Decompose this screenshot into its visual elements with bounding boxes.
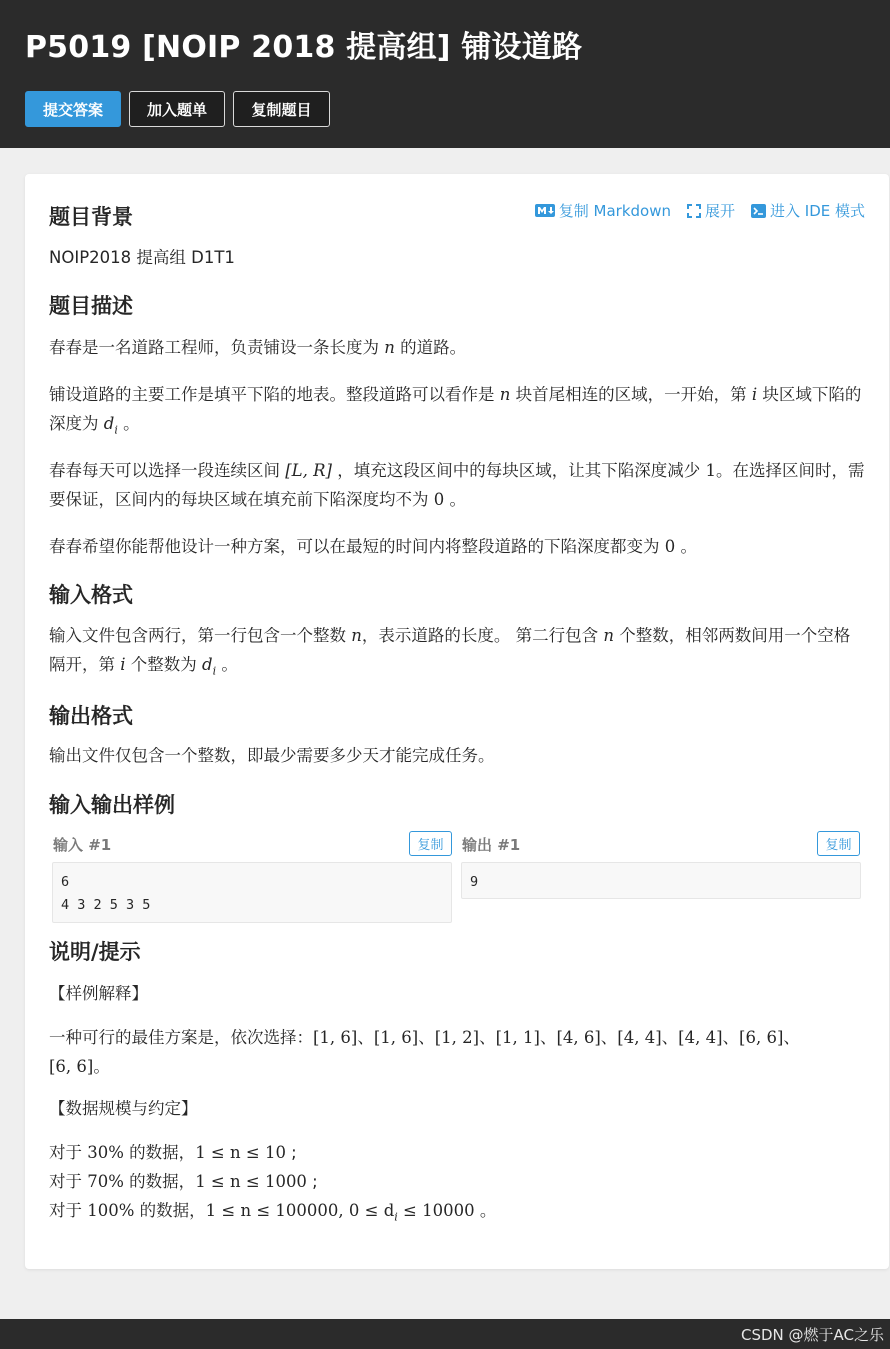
submit-answer-button[interactable]: 提交答案 (25, 91, 121, 127)
data-scale-title: 【数据规模与约定】 (49, 1099, 198, 1118)
output-format-text: 输出文件仅包含一个整数，即最少需要多少天才能完成任务。 (49, 746, 495, 765)
description-paragraph-2: 铺设道路的主要工作是填平下陷的地表。整段道路可以看作是 n 块首尾相连的区域，一开始，第 i 块区域下陷的深度为 $d_i$ 。 (49, 385, 862, 437)
terminal-icon (751, 204, 766, 218)
problem-card (25, 174, 889, 1269)
section-heading-input-format: 输入格式 (49, 583, 133, 607)
expand-link[interactable] (687, 200, 735, 221)
description-paragraph-1: 春春是一名道路工程师，负责铺设一条长度为 n 的道路。 (49, 338, 467, 357)
input-format-text: 输入文件包含两行，第一行包含一个整数 n，表示道路的长度。 第二行包含 n 个整数，相邻两数间用一个空格隔开，第 i 个整数为 $d_i$ 。 (49, 626, 851, 678)
page-footer (0, 1319, 890, 1349)
watermark: CSDN @燃于AC之乐 (740, 1326, 884, 1344)
expand-icon (687, 204, 701, 218)
section-heading-output-format: 输出格式 (49, 704, 133, 728)
copy-markdown-link[interactable] (535, 200, 671, 221)
sample-input-label: 输入 #1 (53, 836, 112, 854)
copy-output-button[interactable]: 复制 (817, 831, 860, 856)
background-text: NOIP2018 提高组 D1T1 (49, 248, 235, 267)
expand-label: 展开 (704, 202, 735, 220)
ide-mode-label: 进入 IDE 模式 (770, 202, 865, 220)
sample-input-box: 6 4 3 2 5 3 5 (52, 862, 452, 923)
problem-header (0, 0, 890, 148)
copy-problem-button[interactable]: 复制题目 (233, 91, 330, 127)
sample-explain-text: 一种可行的最佳方案是，依次选择：[1, 6]、[1, 6]、[1, 2]、[1, 1]、[4, 6]、[4, 4]、[4, 4]、[6, 6]、 [6, 6]。 (49, 1028, 800, 1076)
add-to-list-button[interactable]: 加入题单 (129, 91, 225, 127)
copy-input-button[interactable]: 复制 (409, 831, 452, 856)
sample-output-box: 9 (461, 862, 861, 899)
section-heading-description: 题目描述 (49, 294, 133, 318)
description-paragraph-4: 春春希望你能帮他设计一种方案，可以在最短的时间内将整段道路的下陷深度都变为 0 。 (49, 537, 697, 556)
sample-output-label: 输出 #1 (462, 836, 521, 854)
problem-toolbar (535, 200, 865, 221)
page-title: P5019 [NOIP 2018 提高组] 铺设道路 (25, 30, 583, 65)
data-scale-line-2: 对于 70% 的数据，1 ≤ n ≤ 1000 ; (49, 1172, 318, 1191)
section-heading-hints: 说明/提示 (49, 940, 141, 964)
markdown-icon (535, 204, 555, 217)
data-scale-line-3: 对于 100% 的数据，1 ≤ n ≤ 100000, $0 \le d_i \le 10000$ 。 (49, 1201, 497, 1224)
section-heading-background: 题目背景 (49, 205, 133, 229)
ide-mode-link[interactable] (751, 200, 865, 221)
section-heading-samples: 输入输出样例 (49, 793, 175, 817)
data-scale-line-1: 对于 30% 的数据，1 ≤ n ≤ 10 ; (49, 1143, 297, 1162)
copy-markdown-label: 复制 Markdown (558, 202, 671, 220)
description-paragraph-3: 春春每天可以选择一段连续区间 [L, R] ，填充这段区间中的每块区域，让其下陷深度减少 1。在选择区间时，需要保证，区间内的每块区域在填充前下陷深度均不为 0 。 (49, 461, 865, 509)
sample-explain-title: 【样例解释】 (49, 984, 148, 1003)
